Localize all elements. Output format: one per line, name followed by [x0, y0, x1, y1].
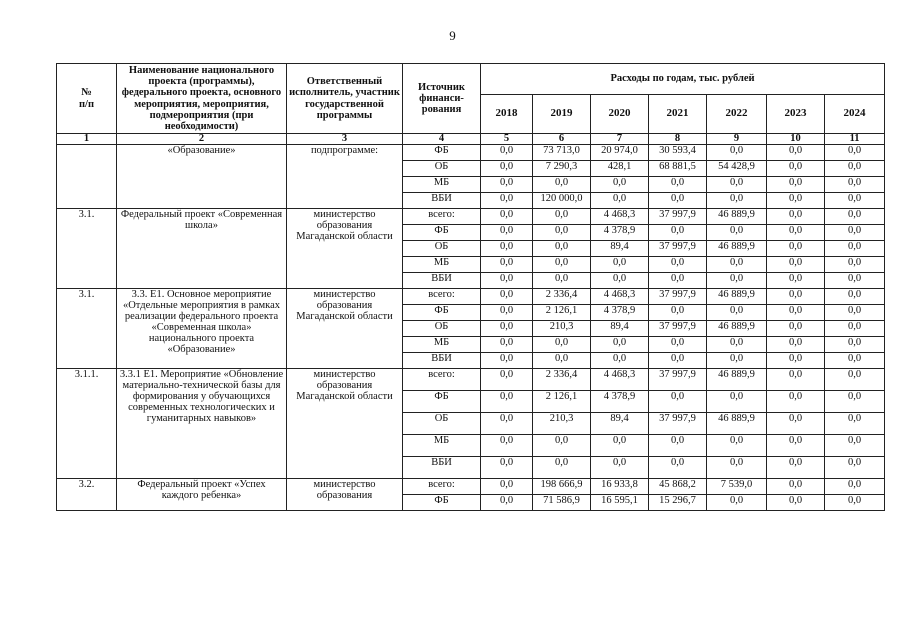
expense-value: 0,0 [825, 273, 885, 289]
expense-value: 20 974,0 [591, 145, 649, 161]
expense-value: 0,0 [707, 495, 767, 511]
expense-value: 0,0 [591, 257, 649, 273]
expense-value: 0,0 [481, 337, 533, 353]
expense-value: 0,0 [825, 413, 885, 435]
expense-value: 0,0 [767, 435, 825, 457]
funding-source: ВБИ [403, 273, 481, 289]
expense-value: 2 126,1 [533, 305, 591, 321]
header-year: 2018 [481, 95, 533, 134]
expense-value: 2 126,1 [533, 391, 591, 413]
column-number: 8 [649, 134, 707, 145]
expense-value: 46 889,9 [707, 321, 767, 337]
header-executor: Ответственный исполнитель, участник государственной программы [287, 64, 403, 134]
row-number: 3.1. [57, 289, 117, 369]
expense-value: 0,0 [481, 225, 533, 241]
row-number: 3.2. [57, 479, 117, 511]
expense-value: 46 889,9 [707, 413, 767, 435]
expense-value: 16 933,8 [591, 479, 649, 495]
expense-value: 0,0 [767, 391, 825, 413]
expense-value: 0,0 [707, 177, 767, 193]
budget-table [56, 63, 885, 511]
header-year: 2019 [533, 95, 591, 134]
expense-value: 0,0 [481, 161, 533, 177]
table-row [57, 479, 885, 495]
expense-value: 0,0 [825, 193, 885, 209]
expense-value: 0,0 [481, 193, 533, 209]
expense-value: 7 290,3 [533, 161, 591, 177]
expense-value: 2 336,4 [533, 289, 591, 305]
expense-value: 0,0 [767, 209, 825, 225]
expense-value: 0,0 [825, 161, 885, 177]
expense-value: 0,0 [767, 177, 825, 193]
expense-value: 0,0 [481, 145, 533, 161]
expense-value: 0,0 [707, 391, 767, 413]
expense-value: 0,0 [767, 257, 825, 273]
expense-value: 0,0 [707, 457, 767, 479]
expense-value: 0,0 [481, 257, 533, 273]
expense-value: 0,0 [481, 321, 533, 337]
column-number: 4 [403, 134, 481, 145]
expense-value: 0,0 [825, 391, 885, 413]
header-year: 2023 [767, 95, 825, 134]
item-name: Федеральный проект «Успех каждого ребенка» [117, 479, 287, 511]
expense-value: 0,0 [591, 193, 649, 209]
expense-value: 68 881,5 [649, 161, 707, 177]
funding-source: ОБ [403, 413, 481, 435]
expense-value: 54 428,9 [707, 161, 767, 177]
header-year: 2022 [707, 95, 767, 134]
expense-value: 0,0 [767, 225, 825, 241]
expense-value: 0,0 [481, 305, 533, 321]
expense-value: 0,0 [533, 177, 591, 193]
expense-value: 120 000,0 [533, 193, 591, 209]
executor: министерство образования Магаданской области [287, 209, 403, 289]
expense-value: 0,0 [767, 241, 825, 257]
expense-value: 37 997,9 [649, 209, 707, 225]
expense-value: 0,0 [649, 305, 707, 321]
expense-value: 0,0 [481, 391, 533, 413]
expense-value: 0,0 [533, 273, 591, 289]
funding-source: ОБ [403, 161, 481, 177]
expense-value: 0,0 [767, 193, 825, 209]
expense-value: 4 468,3 [591, 289, 649, 305]
funding-source: всего: [403, 369, 481, 391]
item-name: 3.3.1 Е1. Мероприятие «Обновление материально-технической базы для формирования у обучающихся современных технологических и гуманитарных навыков» [117, 369, 287, 479]
expense-value: 4 468,3 [591, 209, 649, 225]
funding-source: ВБИ [403, 193, 481, 209]
expense-value: 0,0 [649, 337, 707, 353]
expense-value: 0,0 [767, 145, 825, 161]
expense-value: 0,0 [707, 257, 767, 273]
expense-value: 0,0 [649, 435, 707, 457]
expense-value: 37 997,9 [649, 369, 707, 391]
expense-value: 0,0 [591, 353, 649, 369]
funding-source: МБ [403, 435, 481, 457]
expense-value: 0,0 [481, 273, 533, 289]
funding-source: МБ [403, 337, 481, 353]
expense-value: 0,0 [649, 273, 707, 289]
expense-value: 0,0 [825, 145, 885, 161]
expense-value: 0,0 [825, 225, 885, 241]
expense-value: 89,4 [591, 241, 649, 257]
expense-value: 0,0 [481, 209, 533, 225]
expense-value: 0,0 [533, 435, 591, 457]
expense-value: 0,0 [767, 305, 825, 321]
expense-value: 37 997,9 [649, 241, 707, 257]
expense-value: 0,0 [649, 257, 707, 273]
expense-value: 0,0 [649, 193, 707, 209]
expense-value: 0,0 [481, 353, 533, 369]
table-row [57, 289, 885, 305]
expense-value: 0,0 [481, 289, 533, 305]
item-name: «Образование» [117, 145, 287, 209]
expense-value: 0,0 [767, 321, 825, 337]
expense-value: 0,0 [707, 353, 767, 369]
expense-value: 89,4 [591, 413, 649, 435]
expense-value: 0,0 [481, 495, 533, 511]
item-name: Федеральный проект «Современная школа» [117, 209, 287, 289]
funding-source: ФБ [403, 495, 481, 511]
executor: подпрограмме: [287, 145, 403, 209]
expense-value: 0,0 [767, 273, 825, 289]
expense-value: 0,0 [825, 435, 885, 457]
expense-value: 46 889,9 [707, 241, 767, 257]
row-number [57, 145, 117, 209]
expense-value: 0,0 [825, 177, 885, 193]
table-body [57, 145, 885, 511]
expense-value: 0,0 [533, 353, 591, 369]
expense-value: 0,0 [591, 273, 649, 289]
expense-value: 0,0 [533, 209, 591, 225]
funding-source: всего: [403, 479, 481, 495]
expense-value: 0,0 [649, 225, 707, 241]
expense-value: 0,0 [767, 479, 825, 495]
expense-value: 198 666,9 [533, 479, 591, 495]
column-number-row [57, 134, 885, 145]
expense-value: 37 997,9 [649, 413, 707, 435]
funding-source: ФБ [403, 305, 481, 321]
expense-value: 0,0 [649, 177, 707, 193]
expense-value: 0,0 [591, 457, 649, 479]
expense-value: 428,1 [591, 161, 649, 177]
expense-value: 71 586,9 [533, 495, 591, 511]
expense-value: 16 595,1 [591, 495, 649, 511]
column-number: 5 [481, 134, 533, 145]
expense-value: 0,0 [825, 289, 885, 305]
table-row [57, 209, 885, 225]
expense-value: 30 593,4 [649, 145, 707, 161]
funding-source: всего: [403, 289, 481, 305]
column-number: 7 [591, 134, 649, 145]
table-header [57, 64, 885, 145]
table-row [57, 369, 885, 391]
expense-value: 0,0 [825, 457, 885, 479]
expense-value: 0,0 [767, 337, 825, 353]
expense-value: 210,3 [533, 321, 591, 337]
expense-value: 0,0 [533, 457, 591, 479]
expense-value: 0,0 [825, 479, 885, 495]
funding-source: ФБ [403, 225, 481, 241]
expense-value: 0,0 [825, 209, 885, 225]
expense-value: 0,0 [481, 177, 533, 193]
funding-source: всего: [403, 209, 481, 225]
expense-value: 0,0 [825, 305, 885, 321]
column-number: 6 [533, 134, 591, 145]
expense-value: 0,0 [825, 495, 885, 511]
column-number: 1 [57, 134, 117, 145]
executor: министерство образования [287, 479, 403, 511]
header-year: 2020 [591, 95, 649, 134]
header-year: 2024 [825, 95, 885, 134]
header-num: № п/п [57, 64, 117, 134]
funding-source: ВБИ [403, 457, 481, 479]
expense-value: 0,0 [707, 193, 767, 209]
header-expenses: Расходы по годам, тыс. рублей [481, 64, 885, 95]
expense-value: 0,0 [533, 225, 591, 241]
header-year: 2021 [649, 95, 707, 134]
expense-value: 89,4 [591, 321, 649, 337]
expense-value: 0,0 [825, 369, 885, 391]
column-number: 2 [117, 134, 287, 145]
row-number: 3.1.1. [57, 369, 117, 479]
expense-value: 0,0 [481, 435, 533, 457]
header-source: Источник финанси-рования [403, 64, 481, 134]
column-number: 3 [287, 134, 403, 145]
expense-value: 0,0 [707, 273, 767, 289]
expense-value: 0,0 [481, 457, 533, 479]
expense-value: 0,0 [481, 479, 533, 495]
expense-value: 0,0 [825, 353, 885, 369]
expense-value: 37 997,9 [649, 321, 707, 337]
expense-value: 0,0 [649, 391, 707, 413]
expense-value: 4 378,9 [591, 391, 649, 413]
item-name: 3.3. Е1. Основное мероприятие «Отдельные мероприятия в рамках реализации федерального проекта «Современная школа» национального проекта «Образование» [117, 289, 287, 369]
expense-value: 0,0 [481, 241, 533, 257]
expense-value: 4 378,9 [591, 305, 649, 321]
expense-value: 0,0 [825, 241, 885, 257]
expense-value: 0,0 [767, 413, 825, 435]
row-number: 3.1. [57, 209, 117, 289]
expense-value: 0,0 [481, 413, 533, 435]
expense-value: 0,0 [825, 337, 885, 353]
header-name: Наименование национального проекта (программы), федерального проекта, основного мероприятия, мероприятия, подмероприятия (при необходимости) [117, 64, 287, 134]
expense-value: 15 296,7 [649, 495, 707, 511]
expense-value: 0,0 [767, 289, 825, 305]
expense-value: 0,0 [825, 257, 885, 273]
funding-source: ОБ [403, 241, 481, 257]
expense-value: 37 997,9 [649, 289, 707, 305]
expense-value: 0,0 [649, 353, 707, 369]
executor: министерство образования Магаданской области [287, 369, 403, 479]
expense-value: 0,0 [533, 241, 591, 257]
funding-source: ФБ [403, 391, 481, 413]
expense-value: 4 378,9 [591, 225, 649, 241]
expense-value: 0,0 [825, 321, 885, 337]
expense-value: 4 468,3 [591, 369, 649, 391]
expense-value: 0,0 [533, 257, 591, 273]
expense-value: 73 713,0 [533, 145, 591, 161]
expense-value: 210,3 [533, 413, 591, 435]
expense-value: 0,0 [649, 457, 707, 479]
funding-source: МБ [403, 177, 481, 193]
page-number: 9 [449, 28, 456, 43]
expense-value: 0,0 [767, 369, 825, 391]
table-row [57, 145, 885, 161]
expense-value: 0,0 [707, 337, 767, 353]
expense-value: 0,0 [707, 305, 767, 321]
column-number: 11 [825, 134, 885, 145]
expense-value: 7 539,0 [707, 479, 767, 495]
expense-value: 0,0 [767, 495, 825, 511]
funding-source: ВБИ [403, 353, 481, 369]
expense-value: 0,0 [767, 457, 825, 479]
funding-source: ОБ [403, 321, 481, 337]
executor: министерство образования Магаданской области [287, 289, 403, 369]
expense-value: 0,0 [591, 337, 649, 353]
expense-value: 46 889,9 [707, 289, 767, 305]
expense-value: 0,0 [707, 435, 767, 457]
expense-value: 0,0 [767, 161, 825, 177]
expense-value: 2 336,4 [533, 369, 591, 391]
column-number: 10 [767, 134, 825, 145]
expense-value: 0,0 [767, 353, 825, 369]
column-number: 9 [707, 134, 767, 145]
expense-value: 0,0 [707, 145, 767, 161]
expense-value: 0,0 [591, 177, 649, 193]
expense-value: 0,0 [481, 369, 533, 391]
expense-value: 0,0 [591, 435, 649, 457]
funding-source: МБ [403, 257, 481, 273]
expense-value: 46 889,9 [707, 369, 767, 391]
expense-value: 46 889,9 [707, 209, 767, 225]
expense-value: 0,0 [707, 225, 767, 241]
expense-value: 45 868,2 [649, 479, 707, 495]
funding-source: ФБ [403, 145, 481, 161]
expense-value: 0,0 [533, 337, 591, 353]
